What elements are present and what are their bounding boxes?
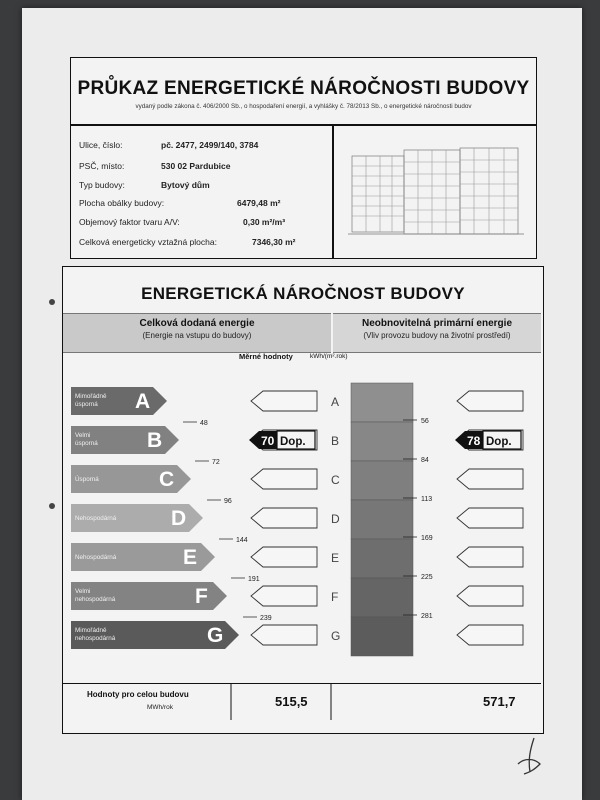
primary-energy-bar-e: [351, 539, 413, 578]
left-threshold-label: 144: [236, 537, 248, 544]
type-label: Typ budovy:: [79, 180, 125, 190]
class-desc-g: nehospodárná: [75, 635, 116, 642]
right-column-header: [333, 313, 541, 353]
class-letter-b: B: [147, 429, 163, 452]
left-outline-letter-d: D: [331, 512, 340, 526]
left-outline-letter-c: C: [331, 473, 340, 487]
specific-values-unit: kWh/(m².rok): [310, 353, 348, 360]
right-threshold-label: 113: [421, 496, 433, 503]
class-letter-d: D: [171, 507, 187, 530]
signature-icon: [504, 734, 554, 782]
left-outline-letter-b: B: [331, 434, 340, 448]
class-desc-b: úsporná: [75, 440, 98, 447]
area-label: Plocha obálky budovy:: [79, 198, 165, 208]
punch-holes: [48, 298, 58, 538]
area-value: 6479,48 m²: [237, 198, 281, 208]
building-photo-box: [333, 125, 537, 259]
energy-scale: [63, 363, 541, 683]
factor-label: Objemový faktor tvaru A/V:: [79, 217, 180, 227]
primary-energy-bar-f: [351, 578, 413, 617]
class-desc-f: Velmi: [75, 588, 91, 595]
right-indicator-label: Dop.: [486, 436, 512, 448]
right-threshold-label: 225: [421, 574, 433, 581]
left-indicator-value: 70: [261, 434, 275, 448]
primary-energy-bar-b: [351, 422, 413, 461]
right-outline-arrow-e: [457, 547, 523, 567]
primary-energy-bar-g: [351, 617, 413, 656]
street-value: pč. 2477, 2499/140, 3784: [161, 140, 259, 150]
right-outline-arrow-a: [457, 391, 523, 411]
class-letter-f: F: [195, 585, 208, 608]
primary-energy-bar-d: [351, 500, 413, 539]
left-threshold-label: 239: [260, 615, 272, 622]
left-column-header: [63, 313, 331, 353]
right-threshold-label: 84: [421, 457, 429, 464]
left-indicator-label: Dop.: [280, 436, 306, 448]
left-column-title: Celková dodaná energie: [139, 318, 255, 329]
left-outline-arrow-e: [251, 547, 317, 567]
left-outline-letter-e: E: [331, 551, 340, 565]
right-outline-arrow-g: [457, 625, 523, 645]
totals-unit: MWh/rok: [147, 704, 173, 711]
totals-label: Hodnoty pro celou budovu: [87, 690, 189, 699]
totals-row: [63, 683, 541, 720]
type-value: Bytový dům: [161, 180, 210, 190]
right-outline-arrow-d: [457, 508, 523, 528]
building-info-box: [70, 125, 333, 259]
class-desc-d: Nehospodárná: [75, 515, 117, 522]
left-outline-letter-g: G: [331, 629, 341, 643]
left-outline-arrow-a: [251, 391, 317, 411]
left-outline-arrow-f: [251, 586, 317, 606]
class-letter-g: G: [207, 624, 224, 647]
total-primary-energy: 571,7: [483, 694, 516, 709]
specific-values-label: Měrné hodnoty: [239, 352, 293, 361]
class-desc-a: úsporná: [75, 401, 98, 408]
class-letter-e: E: [183, 546, 198, 569]
right-column-title: Neobnovitelná primární energie: [361, 318, 513, 329]
class-desc-b: Velmi: [75, 432, 91, 439]
left-column-subtitle: (Energie na vstupu do budovy): [142, 331, 252, 340]
class-letter-a: A: [135, 390, 151, 413]
class-desc-e: Nehospodárná: [75, 554, 117, 561]
class-letter-c: C: [159, 468, 175, 491]
right-threshold-label: 169: [421, 535, 433, 542]
left-outline-arrow-c: [251, 469, 317, 489]
right-threshold-label: 281: [421, 613, 433, 620]
page-title: PRŮKAZ ENERGETICKÉ NÁROČNOSTI BUDOVY: [77, 78, 530, 99]
class-desc-f: nehospodárná: [75, 596, 116, 603]
left-threshold-label: 72: [212, 459, 220, 466]
energy-rating-box: [62, 266, 544, 734]
right-outline-arrow-f: [457, 586, 523, 606]
left-outline-arrow-d: [251, 508, 317, 528]
left-threshold-label: 191: [248, 576, 260, 583]
class-desc-g: Mimořádně: [75, 627, 107, 634]
primary-energy-bar-c: [351, 461, 413, 500]
document-page: [22, 8, 582, 800]
specific-values-row: [63, 351, 541, 363]
title-box: [70, 57, 537, 125]
class-desc-c: Úsporná: [75, 476, 99, 483]
psc-value: 530 02 Pardubice: [161, 161, 231, 171]
primary-energy-bar-a: [351, 383, 413, 422]
right-column-subtitle: (Vliv provozu budovy na životní prostředí): [363, 331, 511, 340]
page-subtitle: vydaný podle zákona č. 406/2000 Sb., o hospodaření energií, a vyhlášky č. 78/2013 Sb., o energetické náročnosti budov: [135, 103, 472, 110]
energy-title: ENERGETICKÁ NÁROČNOST BUDOVY: [141, 284, 465, 303]
building-drawing-icon: [334, 126, 536, 258]
left-outline-letter-f: F: [331, 590, 339, 604]
right-threshold-label: 56: [421, 418, 429, 425]
class-desc-a: Mimořádně: [75, 393, 107, 400]
psc-label: PSČ, místo:: [79, 161, 125, 171]
left-outline-letter-a: A: [331, 395, 340, 409]
left-outline-arrow-g: [251, 625, 317, 645]
left-threshold-label: 96: [224, 498, 232, 505]
floor-area-value: 7346,30 m²: [252, 237, 296, 247]
factor-value: 0,30 m²/m³: [243, 217, 286, 227]
total-delivered-energy: 515,5: [275, 694, 308, 709]
left-threshold-label: 48: [200, 420, 208, 427]
street-label: Ulice, číslo:: [79, 140, 123, 150]
street-row: [79, 140, 122, 150]
floor-area-label: Celková energeticky vztažná plocha:: [79, 237, 217, 247]
right-outline-arrow-c: [457, 469, 523, 489]
right-indicator-value: 78: [467, 434, 481, 448]
